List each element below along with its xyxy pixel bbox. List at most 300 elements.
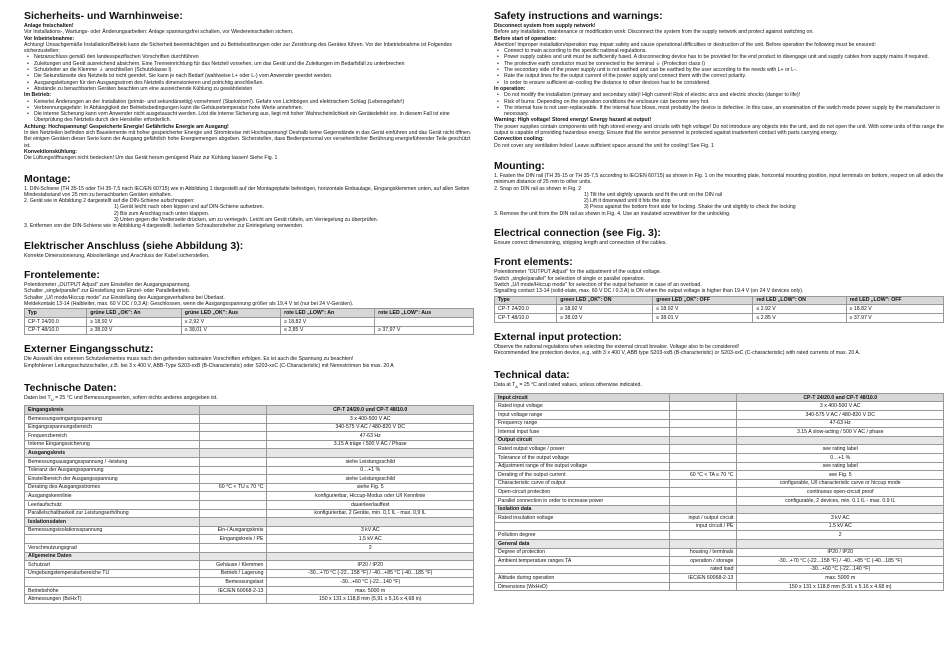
technical-data-row <box>495 557 944 566</box>
list-item: • In order to ensure sufficient air-cooling the distance to other devices has to be considered. <box>494 80 944 86</box>
tech-value: 340-575 V AC / 480-820 V DC <box>267 423 474 432</box>
mounting-heading: Mounting: <box>494 159 545 172</box>
led-table-cell: ≥ 18,82 V <box>281 317 375 326</box>
tech-value: siehe Leistungsschild <box>267 457 474 466</box>
warning-text: In den Netzteilen befinden sich Bauelemente mit hoher gespeicherter Energie und Stromkreise mit Hochspannung! Deshalb keine Gegenstände in das Gerät einführen und das Gerät nicht öffnen. Bei einigen Geräten dieser Serie kann der Ausgang gefährlich hohe Energiemengen abgeben. Sicherstellen, dass Bedienpersonal vor versehentlicher Berührung energieführender Teile geschützt ist. <box>24 130 472 149</box>
list-item: • Ausgangsleitungen für den Ausgangsstrom des Netzteils dimensionieren und polrichtig anschließen. <box>24 80 474 86</box>
before-start-text: Attention! Improper installation/operation may impair safety and cause operational difficulties or destruction of the unit. Before operation the following must be ensured: <box>494 41 876 48</box>
technical-data-row <box>25 561 474 570</box>
technical-data-row <box>25 543 474 552</box>
led-table-cell: ≤ 2.92 V <box>753 305 846 314</box>
tech-condition <box>670 445 737 454</box>
cooling-title: Convection cooling: <box>494 136 544 143</box>
tech-value: 0…+1 % <box>267 466 474 475</box>
mount-substep: 2) Bis zum Anschlag nach unten klappen. <box>114 210 210 217</box>
safety-heading: Sicherheits- und Warnhinweise: <box>24 10 183 22</box>
tech-condition <box>670 488 737 497</box>
led-table-row <box>25 326 474 335</box>
tech-condition <box>200 509 267 518</box>
tech-condition <box>200 543 267 552</box>
list-item: • Schutzleiter an die Klemme ⏚ anschließen (Schutzklasse I) <box>24 67 474 73</box>
tech-condition <box>670 479 737 488</box>
led-table-cell: ≤ 2,85 V <box>281 326 375 335</box>
tech-label: Parallel connection in order to increase power <box>495 496 670 505</box>
technical-data-row <box>495 522 944 531</box>
list-item: • Do not modify the installation (primary and secondary side)! High current! Risk of electric arcs and electric shocks (danger to life)! <box>494 92 944 98</box>
technical-data-row <box>495 411 944 420</box>
tech-label: Isolation data <box>495 505 670 514</box>
front-elements-heading: Frontelemente: <box>24 268 100 281</box>
tech-value: see rating label <box>737 445 944 454</box>
tech-label: Input voltage range <box>495 411 670 420</box>
technical-data-caption <box>494 382 944 390</box>
technical-data-row <box>25 457 474 466</box>
mount-substep: 3) Press against the bottom front side for locking. Shake the unit slightly to check the locking <box>584 204 796 211</box>
tech-value: see Fig. 5 <box>737 471 944 480</box>
technical-data-row <box>25 569 474 578</box>
led-table-cell: ≥ 38.03 V <box>557 314 653 323</box>
electrical-text: Korrekte Dimensionierung, Abisolierlänge und Anschluss der Kabel sicherstellen. <box>24 252 210 259</box>
before-start-list <box>24 54 474 92</box>
technical-data-heading: Technical data: <box>494 369 570 382</box>
technical-data-row <box>25 552 474 561</box>
led-table-cell: ≥ 37.97 V <box>846 314 943 323</box>
list-item: • Verbrennungsgefahr: In Abhängigkeit der Betriebsbedingungen kann die Gehäusetemperatur hohe Werte annehmen. <box>24 105 474 111</box>
tech-label: Schutzart <box>25 561 200 570</box>
technical-data-table <box>24 405 474 604</box>
tech-value: see rating label <box>737 462 944 471</box>
technical-data-row <box>495 582 944 591</box>
technical-data-row <box>495 565 944 574</box>
external-protection-text-1: Observe the national regulations when selecting the external circuit breaker. Voltage also to be considered! <box>494 343 740 350</box>
caption-part: = 25 °C und Bemessungswerten, sofern nichts anderes angegeben ist. <box>53 395 218 402</box>
led-table-cell: CP-T 24/20.0 <box>495 305 557 314</box>
led-table-header: green LED „OK": ON <box>557 296 653 305</box>
tech-label: Toleranz der Ausgangsspannung <box>25 466 200 475</box>
tech-label: Altitude during operation <box>495 574 670 583</box>
tech-condition: Gehäuse / Klemmen <box>200 561 267 570</box>
list-item: • Keinerlei Änderungen an der Installation (primär- und sekundärseitig) vornehmen! (Starkstrom!). Gefahr von Lichtbögen und elektrischem Schlag (Lebensgefahr!) <box>24 99 474 105</box>
tech-condition: 60 °C < TU ≤ 70 °C <box>200 483 267 492</box>
led-table-cell: CP-T 48/10.0 <box>25 326 87 335</box>
technical-data-row <box>25 415 474 424</box>
cooling-text: Die Lüftungsöffnungen nicht bedecken! Um das Gerät herum genügend Platz zur Kühlung lassen! Siehe Fig. 1 <box>24 155 278 162</box>
tech-condition <box>200 432 267 441</box>
technical-data-row <box>495 496 944 505</box>
tech-label: Verschmutzungsgrad <box>25 543 200 552</box>
tech-label: Isolationsdaten <box>25 518 200 527</box>
tech-value: configurable, U/I characteristic curve or hiccup mode <box>737 479 944 488</box>
mount-substep: 1) Tilt the unit slightly upwards and fit the unit on the DIN rail <box>584 191 723 198</box>
list-item: • Power supply cables and unit must be sufficiently fused. A disconnecting device has to be provided for the end product to disengage unit and supply cables from supply mains if required. <box>494 54 944 60</box>
german-column <box>24 10 474 604</box>
safety-heading: Safety instructions and warnings: <box>494 10 663 22</box>
tech-value: dauerleerlauffest <box>267 500 474 509</box>
front-element-text: Potentiometer „OUTPUT Adjust" zum Einstellen der Ausgangsspannung. <box>24 281 191 288</box>
technical-data-row <box>25 518 474 527</box>
tech-label <box>495 565 670 574</box>
mount-substep: 3) Unten gegen die Vorderseite drücken, um zu verriegeln. Leicht am Gerät rütteln, um Verriegelung zu überprüfen. <box>114 217 379 224</box>
caption-subscript: A <box>515 384 518 390</box>
tech-value: 2 <box>737 531 944 540</box>
technical-data-row <box>25 595 474 604</box>
external-protection-heading: Externer Eingangsschutz: <box>24 343 154 356</box>
technical-data-row <box>495 393 944 402</box>
tech-condition <box>200 406 267 415</box>
tech-condition <box>670 436 737 445</box>
disconnect-text: Vor Installations-, Wartungs- oder Änderungsarbeiten: Anlage spannungsfrei schalten, vor Wiedereinschalten sichern. <box>24 29 294 36</box>
tech-label: Frequenzbereich <box>25 432 200 441</box>
tech-value: 1,5 kV AC <box>267 535 474 544</box>
technical-data-row <box>495 531 944 540</box>
led-table-cell: ≥ 37,97 V <box>375 326 474 335</box>
tech-condition <box>200 449 267 458</box>
tech-value: IP20 / IP20 <box>267 561 474 570</box>
tech-condition <box>670 531 737 540</box>
operation-list <box>24 99 474 124</box>
led-table-cell: ≤ 38.01 V <box>653 314 753 323</box>
led-table <box>494 296 944 323</box>
list-item: • The protective earth conductor must be connected to the terminal ⏚ (Protection class I) <box>494 61 944 67</box>
external-protection-heading: External input protection: <box>494 330 622 343</box>
front-element-text: Potentiometer "OUTPUT Adjust" for the adjustment of the output voltage. <box>494 269 662 276</box>
technical-data-row <box>495 462 944 471</box>
technical-data-row <box>25 440 474 449</box>
mount-step-1: 1. Fasten the DIN rail (TH 35-15 or TH 35-7,5 according to IEC/EN 60715) as shown in Fig. 1 on the mounting plate, horizontal mounting position, input terminals on bottom, respect on all sides the minimum distance of 25 mm to other units. <box>494 172 944 186</box>
mount-substep: 1) Gerät leicht nach oben kippen und auf DIN-Schiene aufsetzen. <box>114 204 264 211</box>
caption-part: = 25 °C and rated values, unless otherwise indicated. <box>517 382 642 389</box>
cooling-title: Konvektionskühlung: <box>24 148 78 155</box>
tech-label: Einstellbereich der Ausgangsspannung <box>25 475 200 484</box>
tech-label: Open-circuit protection <box>495 488 670 497</box>
tech-value: siehe Fig. 5 <box>267 483 474 492</box>
tech-label: Umgebungstemperaturbereiche TU <box>25 569 200 578</box>
tech-value: konfigurierbar, Hiccup-Modus oder U/I Kennlinie <box>267 492 474 501</box>
mount-step-2: 2. Gerät wie in Abbildung 2 dargestellt auf die DIN-Schiene aufschnappen: <box>24 198 195 205</box>
tech-value: CP-T 24/20.0 and CP-T 48/10.0 <box>737 393 944 402</box>
tech-value: -30...+70 °C (-22...158 °F) / -40...+85 °C (-40...185 °F) <box>267 569 474 578</box>
tech-value: 0…+1 % <box>737 453 944 462</box>
led-table-cell: CP-T 48/10.0 <box>495 314 557 323</box>
tech-condition <box>670 539 737 548</box>
caption-subscript: U <box>50 397 54 403</box>
technical-data-row <box>25 578 474 587</box>
led-table-header: rote LED „LOW": An <box>281 309 375 318</box>
before-start-list <box>494 48 944 86</box>
led-table-cell: ≤ 2.85 V <box>753 314 846 323</box>
front-element-text: Schalter „U/I mode/Hiccup mode" zur Einstellung des Ausgangsverhaltens bei Überlast. <box>24 294 225 301</box>
tech-value <box>267 552 474 561</box>
technical-data-row <box>25 586 474 595</box>
tech-condition <box>670 393 737 402</box>
tech-condition: Ein-/ Ausgangskreis <box>200 526 267 535</box>
tech-value: 3.15 A slow-acting / 500 V AC / phase <box>737 428 944 437</box>
technical-data-row <box>25 509 474 518</box>
external-protection-text-1: Die Auswahl des externen Schutzelementes muss nach den geltenden nationalen Vorschriften erfolgen. Es ist auch die Spannung zu beachten! <box>24 356 354 363</box>
tech-value: max. 5000 m <box>737 574 944 583</box>
mount-substep: 2) Lift it downward until it hits the stop <box>584 198 671 205</box>
tech-value: 3 kV AC <box>737 514 944 523</box>
mount-step-3: 3. Entfernen von der DIN-Schiene wie in Abbildung 4 dargestellt. Isolierten Schraubendreher zur Entriegelung verwenden. <box>24 223 304 230</box>
tech-value: konfigurierbar, 2 Geräte, min. 0,1 IL - max. 0,9 IL <box>267 509 474 518</box>
mount-step-2: 2. Snap on DIN rail as shown in Fig. 2 <box>494 185 582 192</box>
operation-title: Im Betrieb: <box>24 92 52 99</box>
tech-label: Pollution degree <box>495 531 670 540</box>
technical-data-row <box>495 574 944 583</box>
technical-data-row <box>495 479 944 488</box>
tech-value: -30...+60 °C (-22...140 °F) <box>267 578 474 587</box>
led-table-cell <box>375 317 474 326</box>
tech-label: Bemessungsisolationsspannung <box>25 526 200 535</box>
technical-data-row <box>25 483 474 492</box>
list-item: • Die Sekundärseite des Netzteils ist nicht geerdet. Sie kann je nach Bedarf (wahlweise L+ oder L-) vom Anwender geerdet werden. <box>24 73 474 79</box>
technical-data-row <box>495 419 944 428</box>
tech-condition: Bemessungslast <box>200 578 267 587</box>
tech-label <box>25 535 200 544</box>
tech-condition: Betrieb / Lagerung <box>200 569 267 578</box>
led-table-header: red LED „LOW": ON <box>753 296 846 305</box>
technical-data-row <box>495 514 944 523</box>
front-element-text: Meldekontakt 13-14 (Halbleiter, max. 60 V DC / 0,3 A): Geschlossen, wenn die Ausgangsspannung größer als 19,4 V ist (nur bei 24 V-Geräten). <box>24 300 354 307</box>
tech-label <box>495 522 670 531</box>
tech-condition: Eingangskreis / PE <box>200 535 267 544</box>
external-protection-text-2: Recommended line protection device, e.g. with 3 x 400 V, ABB type S203-xxB (B-characteristic) or S203-xxC (C-characteristic) with rated currents of max. 20 A. <box>494 350 861 357</box>
tech-condition <box>670 582 737 591</box>
technical-data-row <box>495 402 944 411</box>
tech-condition <box>200 423 267 432</box>
tech-value: siehe Leistungsschild <box>267 475 474 484</box>
list-item: • Risk of burns: Depending on the operation conditions the enclosure can become very hot. <box>494 99 944 105</box>
tech-label: Bemessungsausgangsspannung / -leistung <box>25 457 200 466</box>
tech-label: Parallelschaltbarkeit zur Leistungserhöhung <box>25 509 200 518</box>
warning-title: Achtung: Hochspannung! Gespeicherte Energie! Gefährliche Energie am Ausgang! <box>24 123 229 130</box>
tech-label: General data <box>495 539 670 548</box>
electrical-heading: Elektrischer Anschluss (siehe Abbildung 3): <box>24 239 244 252</box>
tech-label: Dimensions (WxHxD) <box>495 582 670 591</box>
technical-data-row <box>25 492 474 501</box>
disconnect-title: Disconnect system from supply network! <box>494 23 596 29</box>
list-item: • The internal fuse is not user-replaceable. If the internal fuse blows, most probably the device is defective. In this case, an examination of the switch mode power supply by the manufacturer is necessary. <box>494 105 944 118</box>
list-item: • Zuleitungen und Gerät ausreichend absichern. Eine Trenneinrichtung für das Netzteil vorsehen, um das Gerät und die Zuleitungen im Bedarfsfall zu unterbrechen <box>24 61 474 67</box>
tech-value <box>267 518 474 527</box>
led-table-cell: ≤ 18.92 V <box>653 305 753 314</box>
led-table-cell: ≤ 38,01 V <box>181 326 280 335</box>
tech-value <box>737 436 944 445</box>
technical-data-row <box>495 436 944 445</box>
before-start-title: Vor Inbetriebnahme: <box>24 35 75 42</box>
tech-value: 1.5 kV AC <box>737 522 944 531</box>
technical-data-row <box>495 505 944 514</box>
led-table-cell: ≥ 18,92 V <box>87 317 182 326</box>
tech-condition <box>200 466 267 475</box>
tech-value: -30...+60 °C (-22...140 °F) <box>737 565 944 574</box>
caption-part: Daten bei T <box>24 395 51 402</box>
caption-part: Data at T <box>494 382 516 389</box>
technical-data-row <box>495 445 944 454</box>
tech-label: Tolerance of the output voltage <box>495 453 670 462</box>
electrical-text: Ensure correct dimensioning, stripping length and connection of the cables. <box>494 240 667 247</box>
tech-label: Interne Eingangssicherung <box>25 440 200 449</box>
tech-label: Internal input fuse <box>495 428 670 437</box>
technical-data-row <box>25 432 474 441</box>
tech-condition <box>670 453 737 462</box>
technical-data-heading: Technische Daten: <box>24 382 117 395</box>
front-element-text: Schalter „single/parallel" zur Einstellung von Einzel- oder Parallelbetrieb. <box>24 288 191 295</box>
tech-value: 2 <box>267 543 474 552</box>
tech-value: CP-T 24/20.0 und CP-T 48/10.0 <box>267 406 474 415</box>
tech-value: continuous open-circuit proof <box>737 488 944 497</box>
led-table-cell: ≥ 18.82 V <box>846 305 943 314</box>
tech-value: 150 x 131 x 118,8 mm (5,91 x 5,16 x 4,68 in) <box>267 595 474 604</box>
tech-condition <box>200 518 267 527</box>
tech-condition <box>670 428 737 437</box>
tech-label: Allgemeine Daten <box>25 552 200 561</box>
technical-data-row <box>25 526 474 535</box>
front-element-text: Signalling contact 13-14 (solid-state, max. 60 V DC / 0.3 A) is ON when the output voltage is higher than 19.4 V (on 24 V devices only). <box>494 288 804 295</box>
tech-value <box>737 539 944 548</box>
led-table-header: rote LED „LOW": Aus <box>375 309 474 318</box>
tech-label: Characteristic curve of output <box>495 479 670 488</box>
front-element-text: Switch „single/parallel" for selection of single or parallel operation. <box>494 275 645 282</box>
led-table-header: grüne LED „OK": An <box>87 309 182 318</box>
led-table-cell: ≤ 2,92 V <box>181 317 280 326</box>
tech-condition: operation / storage <box>670 557 737 566</box>
mounting-heading: Montage: <box>24 172 71 185</box>
tech-condition <box>670 462 737 471</box>
tech-condition: input / output circuit <box>670 514 737 523</box>
electrical-heading: Electrical connection (see Fig. 3): <box>494 227 661 240</box>
tech-label: Eingangsspannungsbereich <box>25 423 200 432</box>
led-table-cell: CP-T 24/20.0 <box>25 317 87 326</box>
tech-label: Rated insulation voltage <box>495 514 670 523</box>
tech-label: Degree of protection <box>495 548 670 557</box>
led-table-header: red LED „LOW": OFF <box>846 296 943 305</box>
tech-condition <box>200 440 267 449</box>
led-table <box>24 308 474 335</box>
tech-label: Derating des Ausgangsstromes <box>25 483 200 492</box>
tech-label: Input circuit <box>495 393 670 402</box>
tech-label: Eingangskreis <box>25 406 200 415</box>
tech-label: Rated output voltage / power <box>495 445 670 454</box>
technical-data-row <box>25 466 474 475</box>
tech-label: Ausgangskennlinie <box>25 492 200 501</box>
tech-label: Adjustment range of the output voltage <box>495 462 670 471</box>
led-table-cell: ≥ 18.92 V <box>557 305 653 314</box>
tech-value: IP20 / IP20 <box>737 548 944 557</box>
tech-condition <box>200 552 267 561</box>
technical-data-row <box>25 449 474 458</box>
list-item: • Abstände zu benachbarten Geräten beachten um eine ausreichende Kühlung zu gewährleisten <box>24 86 474 92</box>
tech-condition <box>200 595 267 604</box>
led-table-row <box>25 317 474 326</box>
tech-value: 340-575 V AC / 480-820 V DC <box>737 411 944 420</box>
tech-condition <box>670 419 737 428</box>
tech-label: Frequency range <box>495 419 670 428</box>
tech-condition <box>670 496 737 505</box>
list-item: • Connect to main according to the specific national regulations. <box>494 48 944 54</box>
tech-value: 3 kV AC <box>267 526 474 535</box>
tech-value <box>267 449 474 458</box>
tech-label: Abmessungen (BxHxT) <box>25 595 200 604</box>
technical-data-row <box>495 539 944 548</box>
list-item: • Rate the output lines for the output current of the power supply and connect them with the correct polarity. <box>494 73 944 79</box>
tech-value: 3 x 400-500 V AC <box>737 402 944 411</box>
list-item: • Die interne Sicherung kann vom Anwender nicht ausgetauscht werden. Löst die interne Sicherung aus, liegt mit hoher Wahrscheinlichkeit ein Gerätedefekt vor. In diesem Fall ist eine Überprüfung des Netzteils durch den Hersteller erforderlich. <box>24 111 474 124</box>
technical-data-caption <box>24 395 474 403</box>
tech-value: -30...+70 °C (-22...158 °F) / -40...+85 °C (-40...185 °F) <box>737 557 944 566</box>
tech-value <box>737 505 944 514</box>
led-table-row <box>495 314 944 323</box>
tech-value: max. 5000 m <box>267 586 474 595</box>
tech-label: Derating of the output current <box>495 471 670 480</box>
tech-value: configurable, 2 devices, min. 0.1 IL - max. 0.9 IL <box>737 496 944 505</box>
list-item: • Netzanschluss gemäß den landesspezifischen Vorschriften durchführen <box>24 54 474 60</box>
led-table-row <box>495 305 944 314</box>
warning-text: The power supplies contain components with high stored energy and circuits with high voltage! Do not introduce any objects into the unit, and do not open the unit. With some units of this range the output is capable of providing hazardous energy. Ensure that the service personnel is protected against inadvertent contact with parts carrying energy. <box>494 123 944 137</box>
tech-condition: IEC/EN 60068-2-13 <box>670 574 737 583</box>
before-start-text: Achtung! Unsachgemäße Installation/Betrieb kann die Sicherheit beeinträchtigen und zu Betriebsstörungen oder zur Zerstörung des Gerätes führen. Vor der Inbetriebnahme ist Folgendes sicherzustellen: <box>24 41 452 55</box>
led-table-header: Type <box>495 296 557 305</box>
cooling-text: Do not cover any ventilation holes! Leave sufficient space around the unit for cooling! See Fig. 1 <box>494 142 714 149</box>
technical-data-row <box>495 488 944 497</box>
list-item: • The secondary side of the power supply unit is not earthed and can be earthed by the user according to the needs with L+ or L-. <box>494 67 944 73</box>
tech-condition <box>200 457 267 466</box>
technical-data-table <box>494 393 944 592</box>
technical-data-row <box>495 453 944 462</box>
tech-condition: input circuit / PE <box>670 522 737 531</box>
technical-data-row <box>25 500 474 509</box>
tech-label: Ausgangskreis <box>25 449 200 458</box>
tech-value: 3 x 400-500 V AC <box>267 415 474 424</box>
tech-condition <box>200 415 267 424</box>
disconnect-text: Before any installation, maintenance or modification work: Disconnect the system from the supply network and protect against switching on. <box>494 29 814 36</box>
technical-data-row <box>25 475 474 484</box>
tech-condition: IEC/EN 60068-2-13 <box>200 586 267 595</box>
external-protection-text-2: Empfohlener Leitungsschutzschalter, z.B. bei 3 x 400 V, ABB-Type S203-xxB (B-Characteristic) oder S203-xxC (C-Characteristic) mit Nennströmen bis max. 20 A <box>24 362 394 369</box>
mount-step-1: 1. DIN-Schiene (TH 35-15 oder TH 35-7,5 nach IEC/EN 60715) wie in Abbildung 1 dargestellt auf der Montageplatte befestigen, horizontale Einbaulage, Eingangsklemmen unten, auf allen Seiten Mindestabstand von 25 mm zu benachbarten Geräten einhalten. <box>24 185 470 198</box>
led-table-header: green LED „OK": OFF <box>653 296 753 305</box>
tech-label: Output circuit <box>495 436 670 445</box>
disconnect-title: Anlage freischalten! <box>24 23 74 29</box>
before-start-title: Before start of operation: <box>494 35 557 42</box>
tech-condition <box>670 402 737 411</box>
front-elements-heading: Front elements: <box>494 256 573 269</box>
led-table-header: Typ <box>25 309 87 318</box>
tech-condition <box>200 492 267 501</box>
tech-value: 150 x 131 x 118.8 mm (5.91 x 5.16 x 4.68 in) <box>737 582 944 591</box>
technical-data-row <box>495 471 944 480</box>
tech-label: Leerlaufschutz <box>25 500 200 509</box>
operation-list <box>494 92 944 117</box>
front-element-text: Switch „U/I mode/Hiccup mode" for selection of the output behavior in case of an overload. <box>494 281 702 288</box>
technical-data-row <box>495 548 944 557</box>
tech-condition <box>200 500 267 509</box>
tech-value: 47-63 Hz <box>737 419 944 428</box>
tech-value: 47-63 Hz <box>267 432 474 441</box>
tech-label: Ambient temperature ranges TA <box>495 557 670 566</box>
technical-data-row <box>25 406 474 415</box>
operation-title: In operation: <box>494 85 526 92</box>
tech-value: 3.15 A träge / 500 V AC / Phase <box>267 440 474 449</box>
tech-label: Bemessungseingangsspannung <box>25 415 200 424</box>
tech-condition <box>200 475 267 484</box>
tech-label: Rated input voltage <box>495 402 670 411</box>
led-table-cell: ≥ 38,03 V <box>87 326 182 335</box>
tech-condition: housing / terminals <box>670 548 737 557</box>
warning-title: Warning: High voltage! Stored energy! Energy hazard at output! <box>494 117 652 124</box>
led-table-header: grüne LED „OK": Aus <box>181 309 280 318</box>
tech-condition: 60 °C < TA ≤ 70 °C <box>670 471 737 480</box>
